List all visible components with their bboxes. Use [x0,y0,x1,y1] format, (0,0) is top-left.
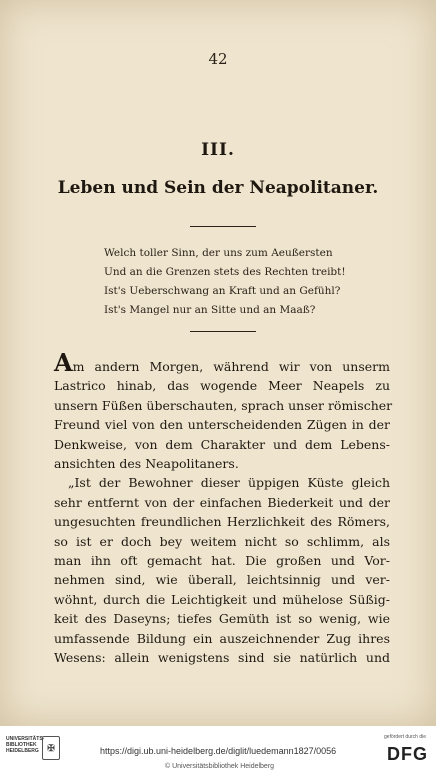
viewer-footer [0,726,436,774]
text-line: ansichten des Neapolitaners. [54,456,239,472]
drop-cap: A [54,348,73,377]
body-text [54,348,393,668]
text-line: man ihn oft gemacht hat. Die großen und Vor- [54,553,390,569]
text-line: Freund viel von den unterscheidenden Zügen in der [54,417,390,433]
chapter-title: Leben und Sein der Neapolitaner. [57,178,379,198]
text-line: Wesens: allein wenigstens sind sie natürlich und [54,650,390,666]
dfg-logo: DFG [387,744,428,764]
divider-bottom [190,331,256,332]
epigraph-line: Ist's Mangel nur an Sitte und an Maaß? [104,304,316,316]
text-line: „Ist der Bewohner dieser üppigen Küste gleich [68,475,390,491]
divider-top [190,226,256,227]
epigraph-line: Und an die Grenzen stets des Rechten treibt! [104,266,346,278]
text-line [54,348,390,377]
text-line: ungesuchten freundlichen Herzlichkeit des Römers, [54,514,390,530]
text-line: Lastrico hinab, das wogende Meer Neapels zu [54,378,390,394]
text-line: so ist er doch bey weitem nicht so schlimm, als [54,533,390,549]
library-seal-icon: ✠ [42,736,60,760]
library-name-line: BIBLIOTHEK [6,742,37,748]
chapter-number: III. [201,140,235,160]
text-line-content: m andern Morgen, während wir von unserm [72,359,390,374]
library-logo [6,736,62,754]
epigraph [104,244,364,320]
text-line: sehr entfernt von der einfachen Biederkeit und der [54,494,390,510]
library-name-line: HEIDELBERG [6,748,39,754]
library-name-line: UNIVERSITÄTS- [6,736,45,742]
epigraph-line: Welch toller Sinn, der uns zum Aeußersten [104,247,333,259]
text-line: Denkweise, von dem Charakter und dem Lebens- [54,436,390,452]
text-line: keit des Daseyns; tiefes Gemüth ist so wenig, wie [54,611,390,627]
text-line: umfassende Bildung ein auszeichnender Zug ihres [54,630,390,646]
copyright-text: © Universitätsbibliothek Heidelberg [165,763,275,770]
text-line: wöhnt, durch die Leichtigkeit und mühelose Süßig- [54,591,390,607]
permalink-link[interactable]: https://digi.ub.uni-heidelberg.de/diglit/luedemann1827/0056 [100,746,337,756]
text-line: nehmen sind, wie überall, leichtsinnig und ver- [54,572,390,588]
epigraph-line: Ist's Ueberschwang an Kraft und an Gefühl? [104,285,341,297]
funded-by-label: gefördert durch die [384,734,426,740]
page-number: 42 [208,50,228,68]
text-line: unsern Füßen überschauten, sprach unser römischer [54,397,393,413]
